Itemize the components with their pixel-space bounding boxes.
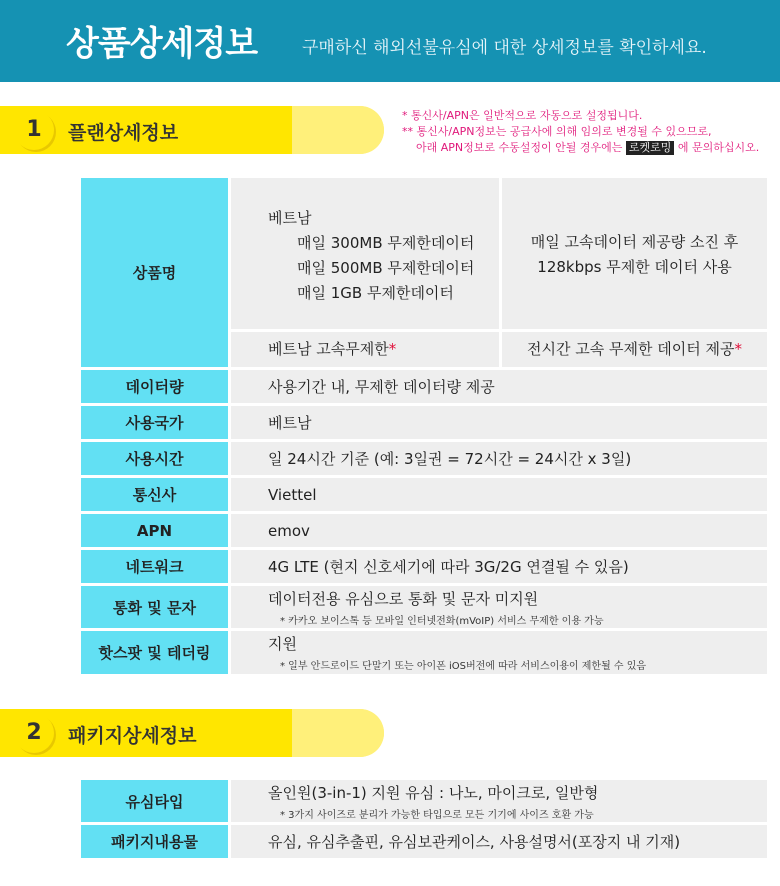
- row-value: 지원: [268, 635, 297, 653]
- row-key: APN: [81, 514, 228, 547]
- section-label: 패키지상세정보: [68, 725, 197, 747]
- row-key: 유심타입: [81, 780, 228, 822]
- table-row: [81, 442, 767, 475]
- row-value-cell: [231, 825, 767, 858]
- plan-item: 매일 1GB 무제한데이터: [297, 284, 454, 302]
- table-row: [81, 825, 767, 858]
- row-value: 유심, 유심추출핀, 유심보관케이스, 사용설명서(포장지 내 기재): [268, 833, 681, 851]
- row-key: 통화 및 문자: [81, 586, 228, 628]
- section-label: 플랜상세정보: [68, 122, 179, 144]
- unlimited-name: 베트남 고속무제한: [268, 340, 389, 358]
- plan-list-cell: [231, 178, 499, 329]
- table-row: [81, 370, 767, 403]
- section-number: 1: [14, 110, 54, 150]
- product-row: [81, 178, 767, 367]
- row-value: emov: [268, 521, 310, 540]
- plan-item: 매일 500MB 무제한데이터: [297, 259, 475, 277]
- row-value: Viettel: [268, 485, 317, 504]
- table-row: [81, 586, 767, 628]
- row-value-cell: [231, 442, 767, 475]
- table-row: [81, 780, 767, 822]
- row-value: 데이터전용 유심으로 통화 및 문자 미지원: [268, 589, 539, 608]
- note-line: [402, 140, 759, 156]
- row-value: 올인원(3-in-1) 지원 유심 : 나노, 마이크로, 일반형: [268, 783, 599, 802]
- row-value-cell: [231, 514, 767, 547]
- asterisk: *: [388, 340, 397, 358]
- note-line: * 통신사/APN은 일반적으로 자동으로 설정됩니다.: [402, 109, 643, 122]
- section-number: 2: [14, 713, 54, 753]
- note-line: ** 통신사/APN정보는 공급사에 의해 임의로 변경될 수 있으므로,: [402, 125, 712, 138]
- row-key: 사용국가: [81, 406, 228, 439]
- row-value-cell: [231, 406, 767, 439]
- row-note: * 3가지 사이즈로 분리가 가능한 타입으로 모든 기기에 사이즈 호환 가능: [280, 809, 594, 821]
- section-1-heading: [0, 106, 384, 154]
- row-key: 데이터량: [81, 370, 228, 403]
- asterisk: *: [734, 340, 742, 358]
- row-key: 사용시간: [81, 442, 228, 475]
- after-exhaust-line: 128kbps 무제한 데이터 사용: [537, 258, 732, 276]
- row-key: 통신사: [81, 478, 228, 511]
- product-header: 상품명: [81, 178, 228, 367]
- row-value-cell: [231, 586, 767, 628]
- after-exhaust-line: 매일 고속데이터 제공량 소진 후: [530, 233, 739, 251]
- row-value-cell: [231, 478, 767, 511]
- table-row: [81, 478, 767, 511]
- note-text: 에 문의하십시오.: [674, 141, 760, 154]
- unlimited-desc: 전시간 고속 무제한 데이터 제공: [527, 340, 735, 358]
- apn-notes: [402, 108, 759, 156]
- table-row: [81, 550, 767, 583]
- row-value: 사용기간 내, 무제한 데이터량 제공: [268, 378, 495, 396]
- page-title: 상품상세정보: [66, 24, 258, 64]
- table-row: [81, 406, 767, 439]
- row-key: 네트워크: [81, 550, 228, 583]
- note-text: 아래 APN정보로 수동설정이 안될 경우에는: [416, 141, 626, 154]
- row-key: 핫스팟 및 테더링: [81, 631, 228, 674]
- rocket-roaming-badge: 로켓로밍: [626, 141, 675, 155]
- pill-tail: [292, 106, 384, 154]
- plan-item: 매일 300MB 무제한데이터: [297, 234, 475, 252]
- after-exhaust-cell: [502, 178, 767, 329]
- row-value: 4G LTE (현지 신호세기에 따라 3G/2G 연결될 수 있음): [268, 558, 629, 576]
- pill-tail: [292, 709, 384, 757]
- unlimited-desc-cell: [502, 332, 767, 367]
- row-note: * 카카오 보이스톡 등 모바일 인터넷전화(mVoIP) 서비스 무제한 이용 가능: [280, 615, 604, 627]
- row-key: 패키지내용물: [81, 825, 228, 858]
- table-row: [81, 514, 767, 547]
- row-value-cell: [231, 780, 767, 822]
- row-value-cell: [231, 370, 767, 403]
- row-value: 베트남: [268, 414, 312, 432]
- row-value: 일 24시간 기준 (예: 3일권 = 72시간 = 24시간 x 3일): [268, 450, 632, 468]
- table-row: [81, 631, 767, 674]
- row-value-cell: [231, 550, 767, 583]
- row-value-cell: [231, 631, 767, 674]
- page-header: [0, 0, 780, 82]
- plan-country: 베트남: [268, 209, 312, 227]
- row-note: * 일부 안드로이드 단말기 또는 아이폰 iOS버전에 따라 서비스이용이 제한될 수 있음: [280, 661, 647, 672]
- unlimited-name-cell: [231, 332, 499, 367]
- section-2-heading: [0, 709, 384, 757]
- page-subtitle: 구매하신 해외선불유심에 대한 상세정보를 확인하세요.: [302, 38, 707, 58]
